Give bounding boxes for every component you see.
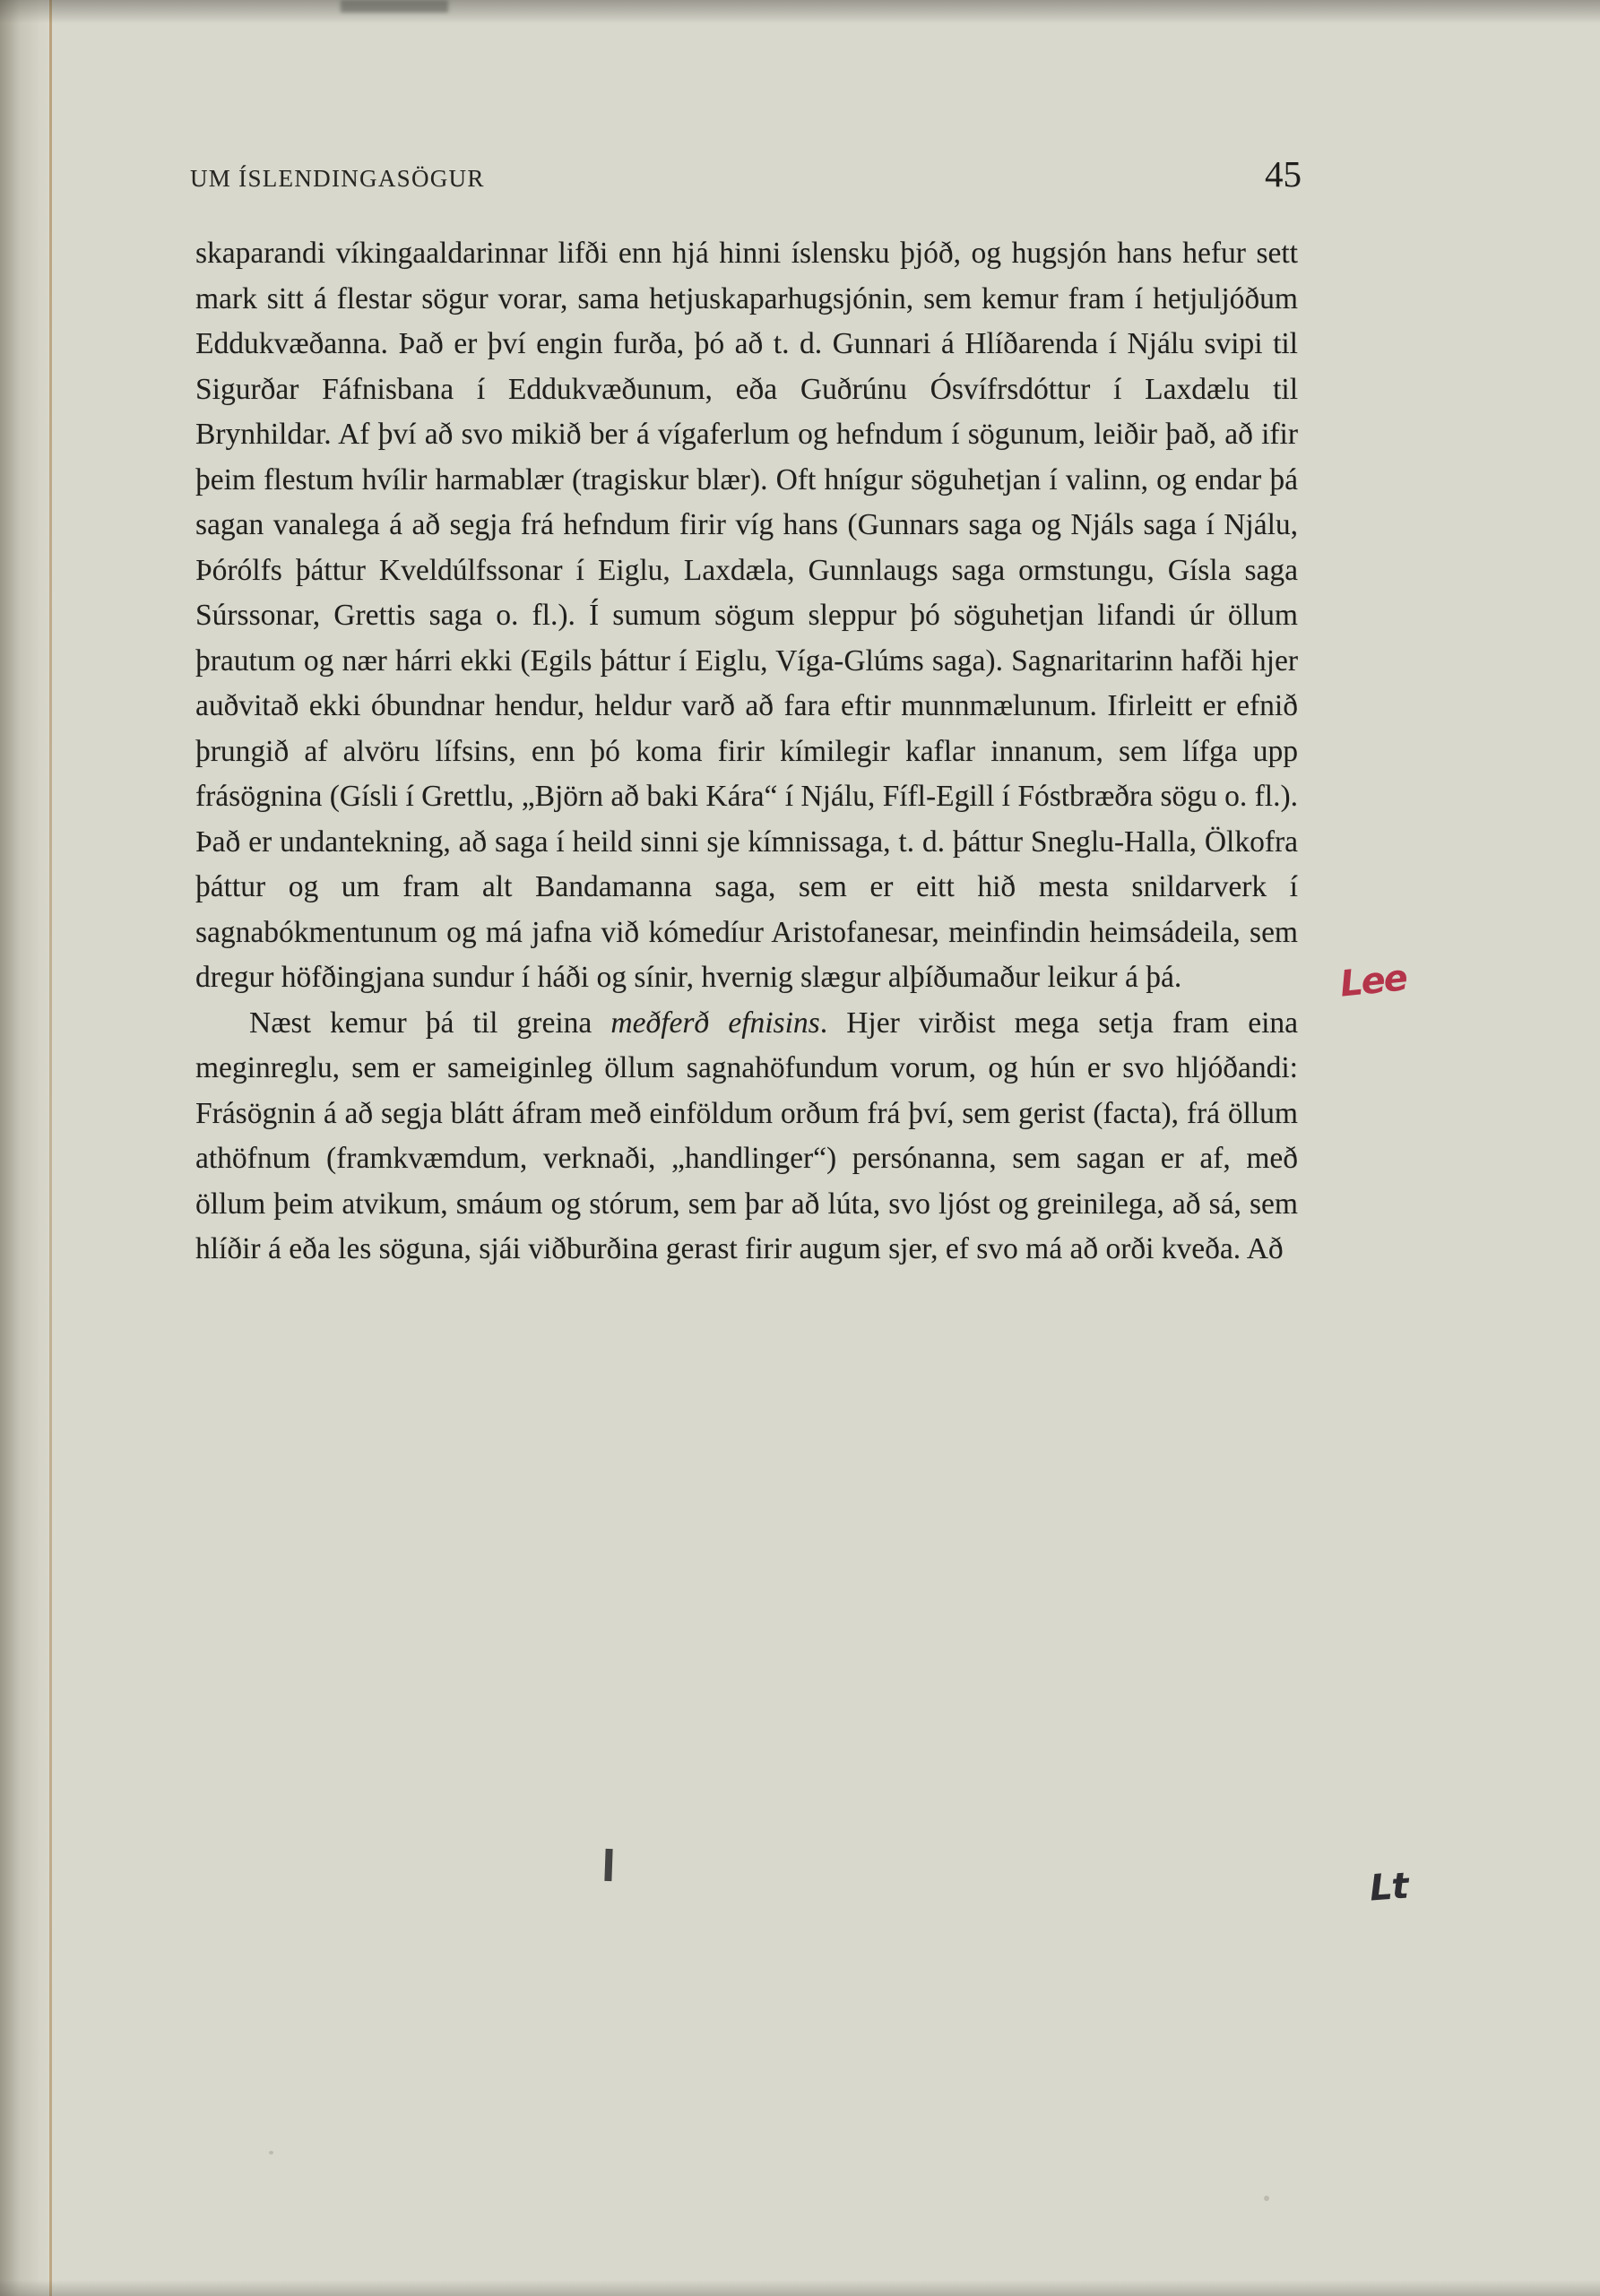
paragraph-1: skaparandi víkingaaldarinnar lifði enn hjá hinni íslensku þjóð, og hugsjón hans hefur sett mark sitt á flestar sögur vorar, sama hetjuskaparhugsjónin, sem kemur fram í hetjuljóðum Eddukvæðanna. Það er því engin furða, þó að t. d. Gunnari á Hlíðarenda í Njálu svipi til Sigurðar Fáfnisbana í Eddukvæðunum, eða Guðrúnu Ósvífrsdóttur í Laxdælu til Brynhildar. Af því að svo mikið ber á vígaferlum og hefndum í sögunum, leiðir það, að ifir þeim flestum hvílir harmablær (tragiskur blær). Oft hnígur söguhetjan í valinn, og endar þá sagan vanalega á að segja frá hefndum firir víg hans (Gunnars saga og Njáls saga í Njálu, Þórólfs þáttur Kveldúlfssonar í Eiglu, Laxdæla, Gunnlaugs saga ormstungu, Gísla saga Súrssonar, Grettis saga o. fl.). Í sumum sögum sleppur þó söguhetjan lifandi úr öllum þrautum og nær hárri ekki (Egils þáttur í Eiglu, Víga-Glúms saga). Sagnaritarinn hafði hjer auðvitað ekki óbundnar hendur, heldur varð að fara eftir munnmælunum. Ifirleitt er efnið þrungið af alvöru lífsins, enn þó koma firir kímilegir kaflar innanum, sem lífga upp frásögnina (Gísli í Grettlu, „Björn að baki Kára“ í Njálu, Fífl-Egill í Fóstbræðra sögu o. fl.). Það er undantekning, að saga í heild sinni sje kímnissaga, t. d. þáttur Sneglu-Halla, Ölkofra þáttur og um fram alt Bandamanna saga, sem er eitt hið mesta snildarverk í sagnabókmentunum og má jafna við kómedíur Aristofanesar, meinfindin heimsádeila, sem dregur höfðingjana sundur í háði og sínir, hvernig slægur alþíðumaður leikur á þá. <box>195 237 1298 994</box>
page-bottom-shadow <box>0 2280 1600 2296</box>
ink-stroke-mark <box>604 1849 612 1881</box>
paragraph-2-rest: . Hjer virðist mega setja fram eina meginreglu, sem er sameiginleg öllum sagnahöfundum vorum, og hún er svo hljóðandi: Frásögnin á að segja blátt áfram með einföldum orðum frá því, sem gerist (facta), frá öllum athöfnum (framkvæmdum, verknaði, „handlinger“) persónanna, sem sagan er af, með öllum þeim atvikum, smáum og stórum, sem þar að lúta, svo ljóst og greinilega, að sá, sem hlíðir á eða les söguna, sjái viðburðina gerast firir augum sjer, ef svo má að orði kveða. Að <box>195 1006 1298 1265</box>
paragraph-2-emphasis: meðferð efnisins <box>610 1006 820 1040</box>
page-header <box>190 152 1302 195</box>
page-top-shadow <box>0 0 1600 23</box>
margin-annotation-lt: Lt <box>1368 1865 1410 1910</box>
margin-annotation-lee: Lee <box>1337 957 1408 1006</box>
paragraph-2-start: Næst kemur þá til greina <box>249 1006 611 1040</box>
binding-seam-line <box>49 0 52 2296</box>
paragraph-2 <box>195 1001 1298 1273</box>
running-head: UM ÍSLENDINGASÖGUR <box>190 165 485 192</box>
page-body-text <box>195 231 1298 1273</box>
paper-speckle <box>269 2151 273 2154</box>
scan-smudge <box>341 0 448 13</box>
paper-speckle <box>1264 2196 1269 2201</box>
page-number: 45 <box>1265 153 1302 194</box>
page-binding-edge <box>0 0 52 2296</box>
